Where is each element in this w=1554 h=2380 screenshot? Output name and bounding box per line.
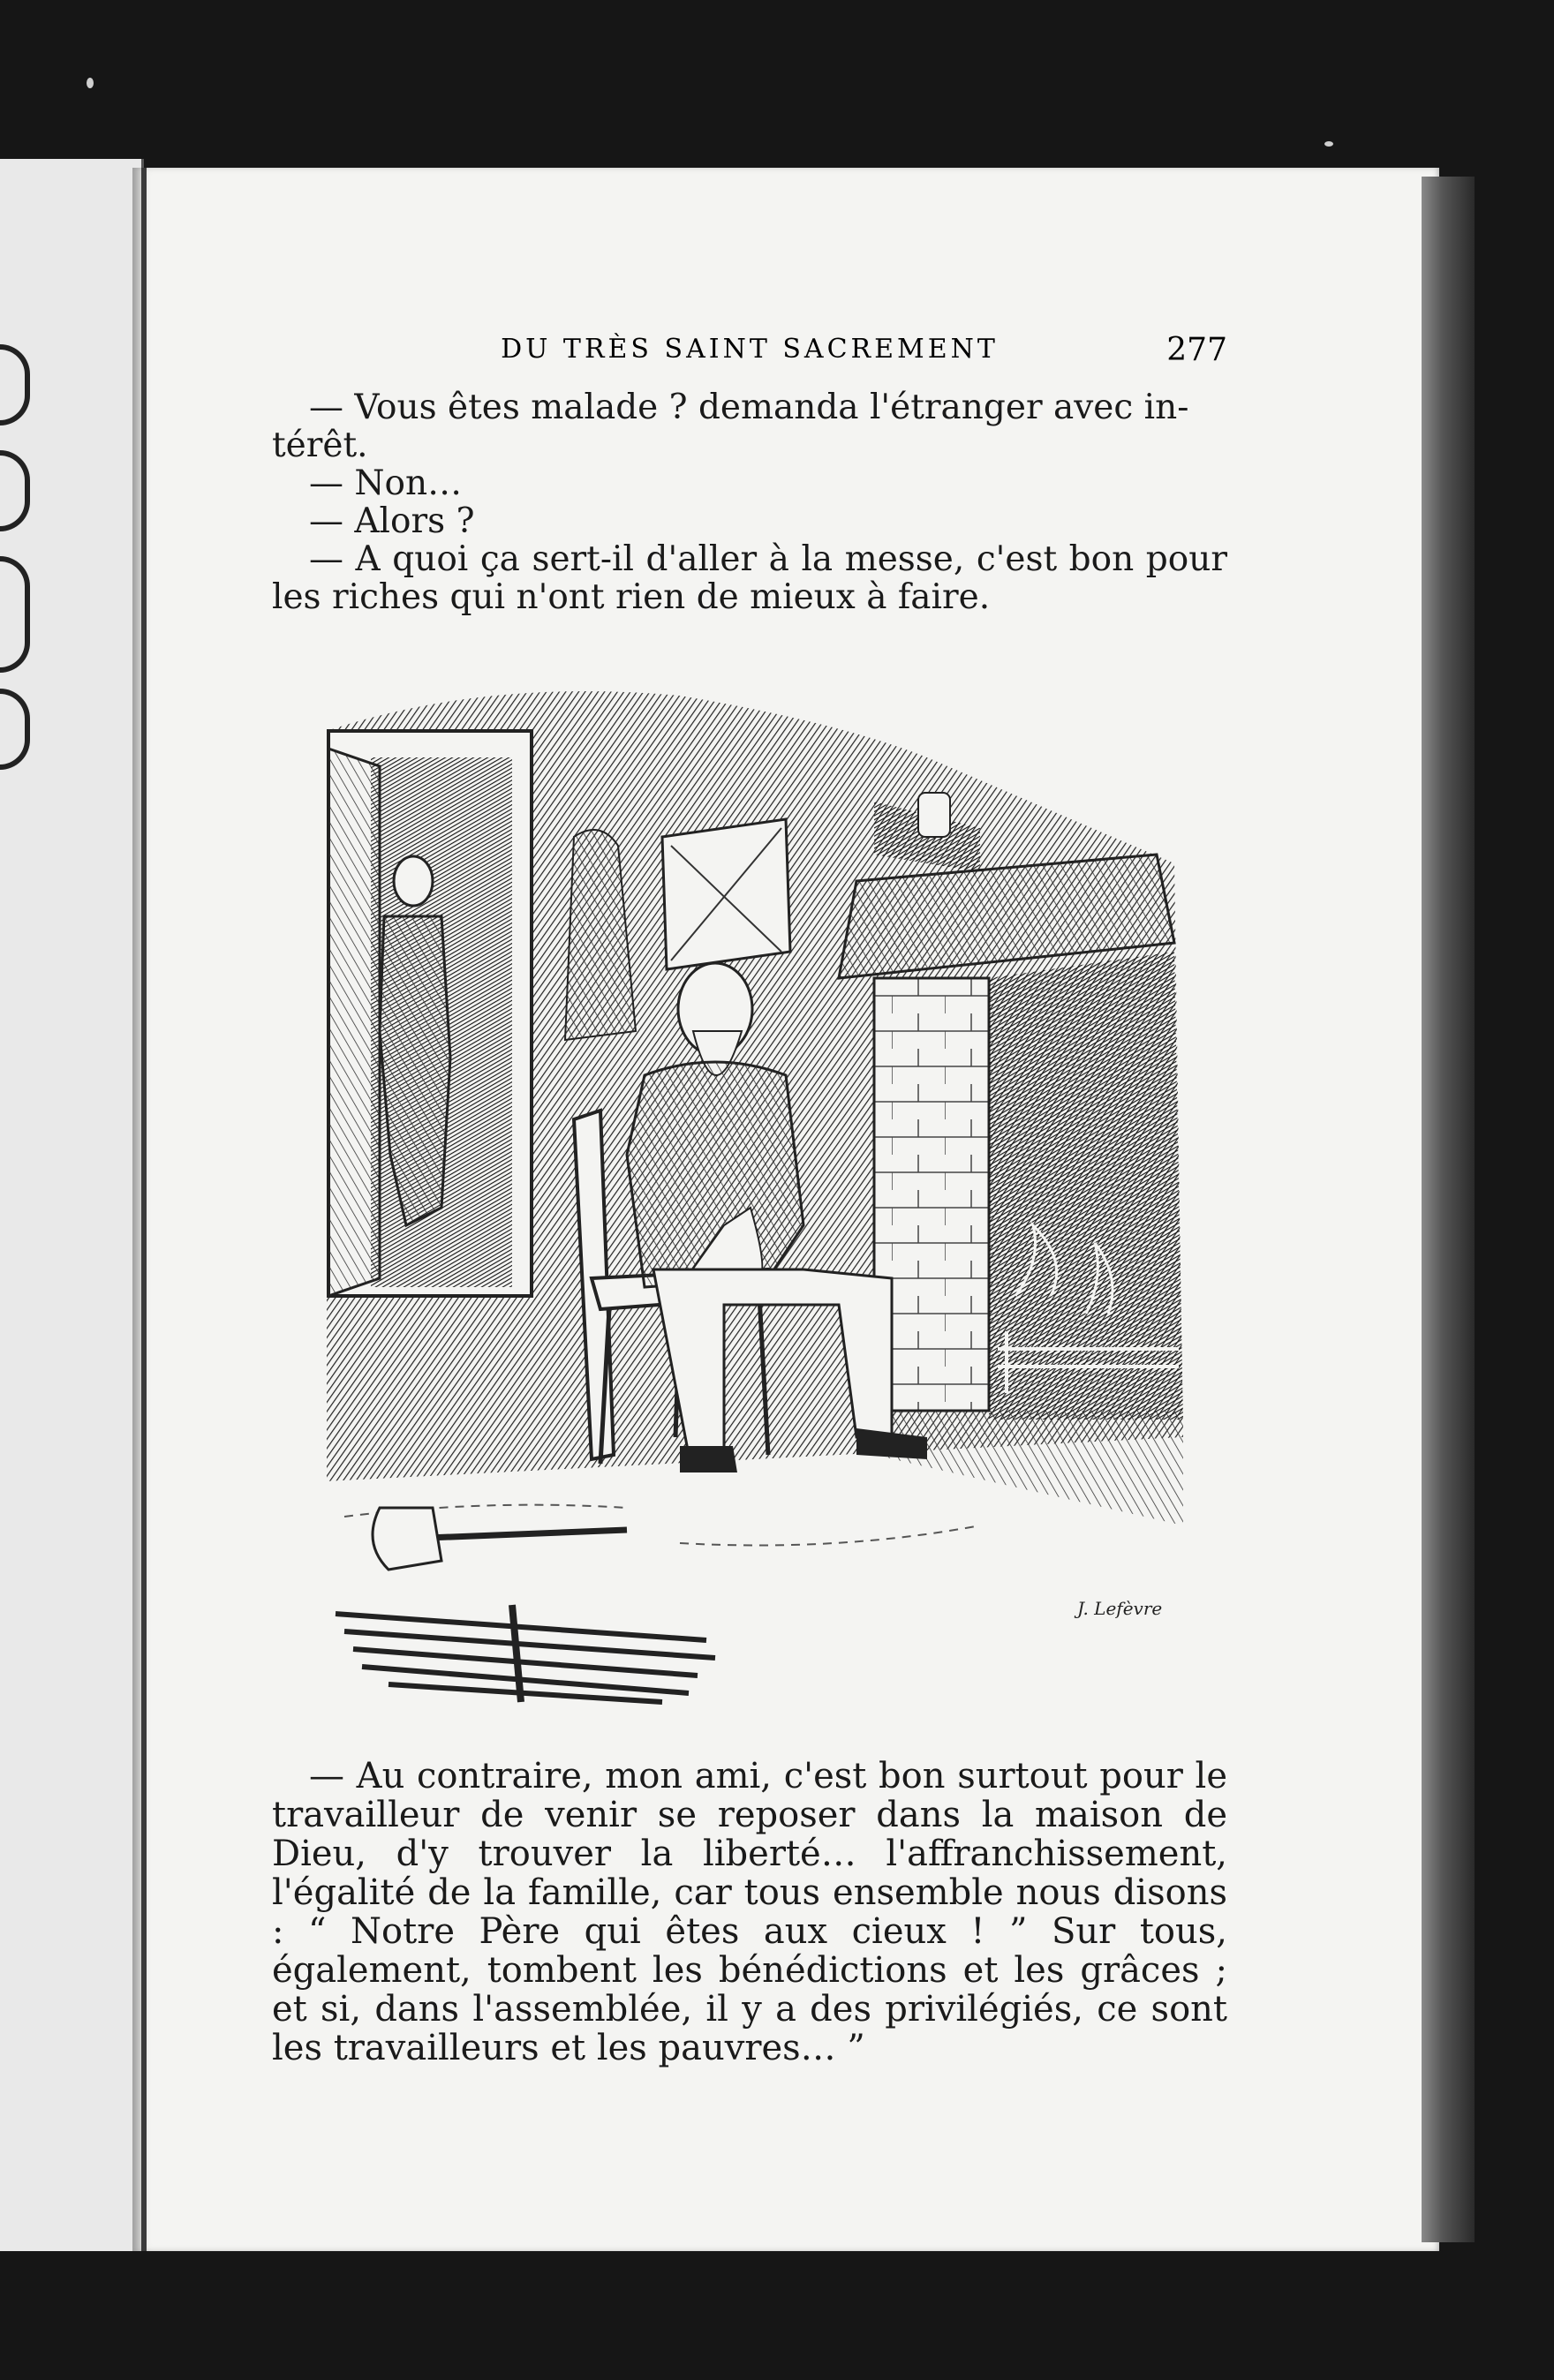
page-ornament <box>0 450 30 531</box>
page-ornament <box>0 689 30 770</box>
running-title: DU TRÈS SAINT SACREMENT <box>501 334 999 365</box>
facing-page <box>0 159 144 2251</box>
dialogue-line-continued: térêt. <box>272 426 368 465</box>
illustration-signature: J. Lefèvre <box>1077 1598 1163 1619</box>
axe-head <box>373 1508 441 1570</box>
mantel-jug <box>918 793 950 837</box>
page-ornament <box>0 556 30 673</box>
doorway-figure-head <box>394 856 433 906</box>
dialogue-line: — A quoi ça sert-il d'aller à la messe, c'est bon pour les riches qui n'ont rien de mieux à faire. <box>272 539 1227 617</box>
page-ornament <box>0 344 30 426</box>
dialogue-line: — Vous êtes malade ? demanda l'étranger avec in- <box>309 388 1189 427</box>
scan-speck <box>1324 141 1333 147</box>
open-door <box>328 749 380 1296</box>
engraving-illustration <box>309 660 1192 1737</box>
page-number: 277 <box>1166 332 1227 368</box>
dialogue-line: — Alors ? <box>309 501 475 541</box>
engraving-svg <box>309 660 1192 1737</box>
bottom-text-block <box>272 1757 1227 2067</box>
firewood-bundle <box>336 1605 715 1702</box>
closing-paragraph: — Au contraire, mon ami, c'est bon surtout pour le travailleur de venir se reposer dans la maison de Dieu, d'y trouver la liberté… l'affranchissement, l'égalité de la famille, car tous ensemble nous disons : “ Notre Père qui êtes aux cieux ! ” Sur tous, également, tombent les bénédictions et les grâces ; et si, dans l'assemblée, il y a des privilégiés, ce sont les travailleurs et les pauvres… ” <box>272 1756 1227 2068</box>
page-edge <box>1422 177 1475 2242</box>
dialogue-line: — Non… <box>309 463 463 503</box>
running-head <box>272 334 1227 376</box>
top-text-block <box>272 388 1227 616</box>
scan-speck <box>87 78 94 88</box>
page-gutter <box>141 168 147 2251</box>
